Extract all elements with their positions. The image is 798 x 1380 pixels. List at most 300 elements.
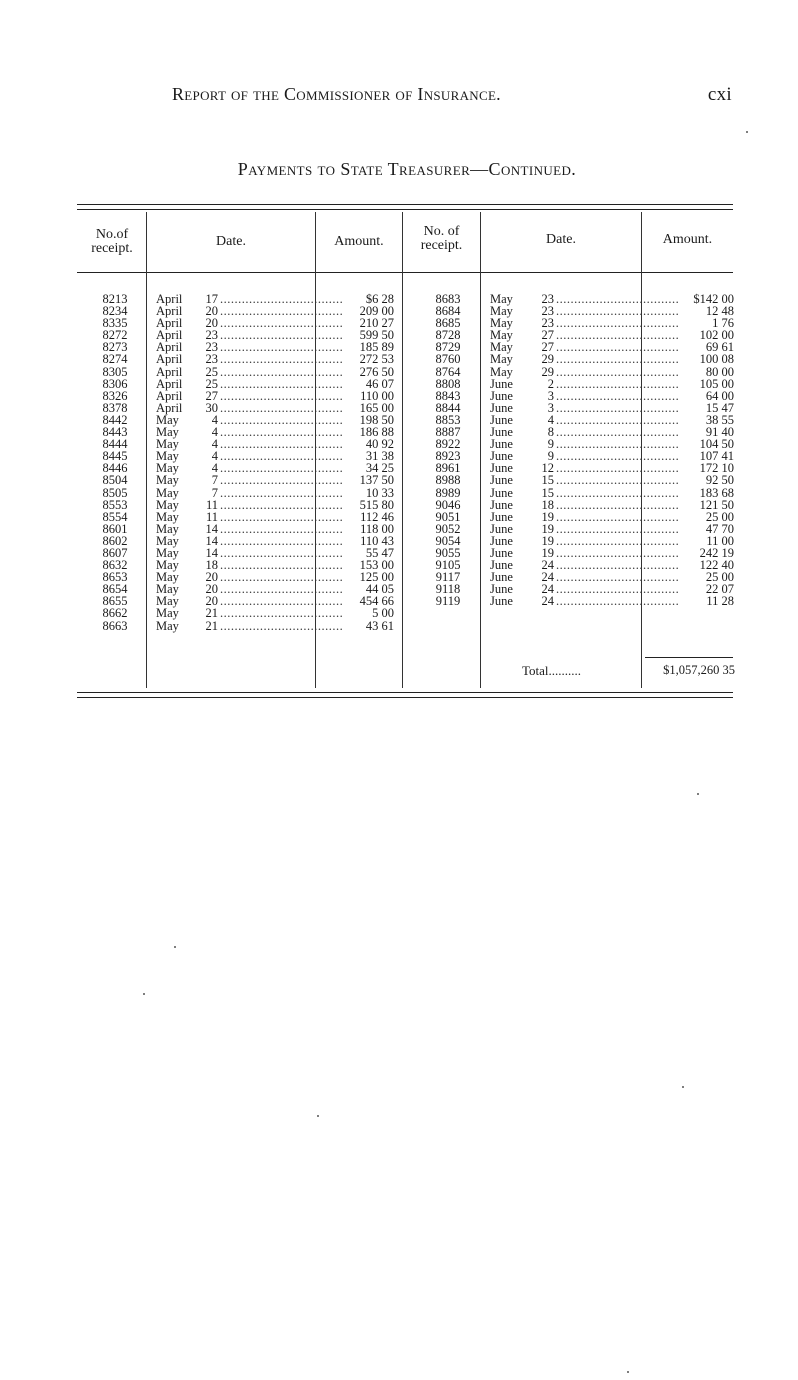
amount-cell: 38 55 <box>705 412 734 427</box>
date-month: June <box>490 497 513 512</box>
amount-cell: 153 00 <box>359 558 394 573</box>
amount-cell: 40 92 <box>365 437 394 452</box>
date-day: 21 <box>205 618 218 633</box>
receipt-number: 8305 <box>102 364 128 379</box>
leader-dots: .................................. <box>556 558 680 573</box>
date-month: April <box>156 376 183 391</box>
date-month: June <box>490 485 513 500</box>
amount-cell: 107 41 <box>699 449 734 464</box>
date-day: 4 <box>211 412 218 427</box>
amount-cell: 110 43 <box>360 533 394 548</box>
leader-dots: .................................. <box>220 521 344 536</box>
date-month: May <box>490 352 513 367</box>
date-month: May <box>156 461 179 476</box>
amount-cell: 5 00 <box>372 606 394 621</box>
table-bottom-rule <box>77 692 733 693</box>
amount-cell: 209 00 <box>359 304 394 319</box>
leader-dots: .................................. <box>220 606 344 621</box>
amount-cell: 102 00 <box>699 328 734 343</box>
leader-dots: .................................. <box>556 509 680 524</box>
header-receipt-line2: receipt. <box>91 241 133 256</box>
leader-dots: .................................. <box>556 545 680 560</box>
leader-dots: .................................. <box>220 509 344 524</box>
amount-cell: 122 40 <box>699 558 734 573</box>
leader-dots: .................................. <box>556 570 680 585</box>
date-day: 24 <box>541 582 554 597</box>
date-day: 20 <box>205 316 218 331</box>
date-day: 27 <box>541 328 554 343</box>
leader-dots: .................................. <box>220 618 344 633</box>
amount-cell: 47 70 <box>705 521 734 536</box>
receipt-number: 8988 <box>435 473 461 488</box>
header-bottom-rule <box>77 272 733 273</box>
date-day: 20 <box>205 570 218 585</box>
date-day: 7 <box>211 485 218 500</box>
amount-cell: 105 00 <box>699 376 734 391</box>
leader-dots: .................................. <box>556 497 680 512</box>
amount-cell: 91 40 <box>705 425 734 440</box>
date-month: June <box>490 582 513 597</box>
date-month: May <box>156 618 179 633</box>
date-month: May <box>156 425 179 440</box>
date-cell <box>156 606 344 621</box>
receipt-number: 8213 <box>102 292 128 306</box>
date-cell <box>490 509 680 524</box>
scan-speck <box>143 993 145 995</box>
table-title: Payments to State Treasurer—Continued. <box>237 159 577 179</box>
receipt-number: 8504 <box>102 473 128 488</box>
date-day: 7 <box>211 473 218 488</box>
leader-dots: .................................. <box>556 352 680 367</box>
date-day: 4 <box>211 437 218 452</box>
date-month: June <box>490 545 513 560</box>
date-month: June <box>490 594 513 609</box>
scan-speck <box>174 946 176 948</box>
leader-dots: .................................. <box>220 485 344 500</box>
amount-cell: 210 27 <box>359 316 394 331</box>
leader-dots: .................................. <box>220 497 344 512</box>
amount-cell: 272 53 <box>359 352 394 367</box>
date-day: 23 <box>205 328 218 343</box>
total-amount: $1,057,260 35 <box>663 663 735 677</box>
receipt-number: 8760 <box>435 352 461 367</box>
receipt-number: 8602 <box>102 533 128 548</box>
leader-dots: .................................. <box>556 412 680 427</box>
receipt-number: 8443 <box>102 425 128 440</box>
amount-cell: 172 10 <box>699 461 734 476</box>
table-bottom-rule-inner <box>77 697 733 698</box>
left-date-column <box>156 292 344 633</box>
leader-dots: .................................. <box>556 292 680 306</box>
receipt-number: 8923 <box>435 449 461 464</box>
date-day: 27 <box>205 388 218 403</box>
date-day: 9 <box>547 449 554 464</box>
receipt-number: 8808 <box>435 376 461 391</box>
header-date-right: Date. <box>546 232 576 247</box>
receipt-number: 8684 <box>435 304 461 319</box>
amount-cell: 1 76 <box>712 316 734 331</box>
table-top-rule <box>77 204 733 205</box>
amount-cell: $6 28 <box>365 292 394 306</box>
date-month: June <box>490 412 513 427</box>
receipt-number: 8442 <box>102 412 128 427</box>
date-month: June <box>490 461 513 476</box>
date-day: 9 <box>547 437 554 452</box>
amount-cell: 69 61 <box>705 340 734 355</box>
leader-dots: .................................. <box>220 437 344 452</box>
date-month: May <box>156 449 179 464</box>
leader-dots: .................................. <box>220 292 344 306</box>
date-month: June <box>490 376 513 391</box>
date-day: 4 <box>211 425 218 440</box>
leader-dots: .................................. <box>220 449 344 464</box>
receipt-number: 8961 <box>435 461 461 476</box>
amount-cell: 118 00 <box>360 521 394 536</box>
leader-dots: .................................. <box>556 473 680 488</box>
date-month: May <box>156 582 179 597</box>
date-day: 15 <box>541 473 554 488</box>
date-day: 4 <box>211 449 218 464</box>
leader-dots: .................................. <box>220 425 344 440</box>
date-day: 30 <box>205 400 218 415</box>
date-month: April <box>156 316 183 331</box>
leader-dots: .................................. <box>220 388 344 403</box>
leader-dots: .................................. <box>220 582 344 597</box>
date-day: 20 <box>205 582 218 597</box>
leader-dots: .................................. <box>220 473 344 488</box>
table-top-rule-inner <box>77 209 733 210</box>
receipt-number: 8922 <box>435 437 461 452</box>
receipt-number: 8843 <box>435 388 461 403</box>
date-month: May <box>156 606 179 621</box>
scan-speck <box>697 793 699 795</box>
receipt-number: 9117 <box>435 570 461 585</box>
column-divider <box>402 212 403 688</box>
column-divider <box>480 212 481 688</box>
date-month: June <box>490 558 513 573</box>
scan-speck <box>627 1371 629 1373</box>
leader-dots: .................................. <box>220 545 344 560</box>
date-month: April <box>156 292 183 306</box>
date-month: May <box>156 533 179 548</box>
receipt-number: 8632 <box>102 558 128 573</box>
amount-cell: $142 00 <box>693 292 734 306</box>
leader-dots: .................................. <box>220 533 344 548</box>
receipt-number: 8378 <box>102 400 128 415</box>
leader-dots: .................................. <box>556 388 680 403</box>
receipt-number: 8764 <box>435 364 461 379</box>
date-month: May <box>490 316 513 331</box>
receipt-number: 8601 <box>102 521 128 536</box>
leader-dots: .................................. <box>556 400 680 415</box>
leader-dots: .................................. <box>556 316 680 331</box>
leader-dots: .................................. <box>220 340 344 355</box>
receipt-number: 8444 <box>102 437 128 452</box>
receipt-number: 8663 <box>102 618 128 633</box>
amount-cell: 34 25 <box>365 461 394 476</box>
receipt-number: 8887 <box>435 425 461 440</box>
receipt-number: 8505 <box>102 485 128 500</box>
date-day: 17 <box>205 292 218 306</box>
leader-dots: .................................. <box>556 521 680 536</box>
leader-dots: .................................. <box>220 594 344 609</box>
receipt-number: 8273 <box>102 340 128 355</box>
date-month: May <box>156 570 179 585</box>
receipt-number: 8446 <box>102 461 128 476</box>
amount-cell: 125 00 <box>359 570 394 585</box>
left-receipt-column <box>98 293 132 632</box>
receipt-number: 8234 <box>102 304 128 319</box>
leader-dots: .................................. <box>556 376 680 391</box>
right-amount-column <box>646 293 734 607</box>
amount-cell: 92 50 <box>705 473 734 488</box>
date-day: 14 <box>205 545 218 560</box>
amount-cell: 198 50 <box>359 412 394 427</box>
running-head-title: Report of the Commissioner of Insurance. <box>172 84 501 104</box>
total-label-text: Total <box>522 663 549 678</box>
date-month: June <box>490 437 513 452</box>
date-day: 23 <box>541 304 554 319</box>
date-day: 23 <box>541 316 554 331</box>
amount-cell: 80 00 <box>705 364 734 379</box>
amount-cell: 22 07 <box>705 582 734 597</box>
amount-cell: 55 47 <box>365 545 394 560</box>
date-month: June <box>490 473 513 488</box>
date-cell <box>490 376 680 391</box>
receipt-number: 8326 <box>102 388 128 403</box>
column-divider <box>146 212 147 688</box>
receipt-number: 9054 <box>435 533 461 548</box>
date-cell <box>490 473 680 488</box>
date-month: April <box>156 340 183 355</box>
amount-cell: 112 46 <box>360 509 394 524</box>
receipt-number: 9119 <box>435 594 461 609</box>
date-month: May <box>156 485 179 500</box>
receipt-number: 8653 <box>102 570 128 585</box>
receipt-number: 8554 <box>102 509 128 524</box>
leader-dots: .................................. <box>220 364 344 379</box>
header-receipt-line2: receipt. <box>420 238 463 253</box>
leader-dots: .................................. <box>556 594 680 609</box>
date-month: May <box>156 509 179 524</box>
date-month: May <box>156 521 179 536</box>
date-month: May <box>156 412 179 427</box>
date-day: 15 <box>541 485 554 500</box>
amount-cell: 10 33 <box>365 485 394 500</box>
date-day: 24 <box>541 570 554 585</box>
leader-dots: .................................. <box>556 582 680 597</box>
date-day: 14 <box>205 533 218 548</box>
amount-cell: 186 88 <box>359 425 394 440</box>
leader-dots: .................................. <box>220 570 344 585</box>
date-day: 24 <box>541 594 554 609</box>
amount-cell: 46 07 <box>365 376 394 391</box>
header-receipt-line1: No.of <box>95 227 129 242</box>
date-day: 4 <box>547 412 554 427</box>
scan-speck <box>317 1115 319 1117</box>
date-day: 24 <box>541 558 554 573</box>
amount-cell: 100 08 <box>699 352 734 367</box>
leader-dots: .................................. <box>220 352 344 367</box>
amount-cell: 110 00 <box>360 388 394 403</box>
date-day: 20 <box>205 304 218 319</box>
date-month: April <box>156 304 183 319</box>
date-month: May <box>156 594 179 609</box>
date-day: 14 <box>205 521 218 536</box>
date-cell <box>156 473 344 488</box>
leader-dots: .................................. <box>220 376 344 391</box>
date-day: 25 <box>205 364 218 379</box>
leader-dots: .................................. <box>556 449 680 464</box>
amount-cell: 121 50 <box>699 497 734 512</box>
right-date-column <box>490 292 680 609</box>
header-receipt-line1: No. of <box>423 224 460 239</box>
date-day: 25 <box>205 376 218 391</box>
date-day: 23 <box>205 340 218 355</box>
date-day: 23 <box>541 292 554 306</box>
header-amount-right: Amount. <box>662 232 713 247</box>
amount-cell: 43 61 <box>365 618 394 633</box>
left-amount-column <box>320 293 394 632</box>
date-month: April <box>156 352 183 367</box>
leader-dots: .................................. <box>556 485 680 500</box>
receipt-number: 9052 <box>435 521 461 536</box>
date-day: 19 <box>541 521 554 536</box>
receipt-number: 8335 <box>102 316 128 331</box>
receipt-number: 9118 <box>435 582 461 597</box>
receipt-number: 8844 <box>435 400 461 415</box>
date-day: 19 <box>541 509 554 524</box>
date-cell <box>156 364 344 379</box>
date-month: May <box>156 558 179 573</box>
receipt-number: 8655 <box>102 594 128 609</box>
leader-dots: .................................. <box>556 533 680 548</box>
total-label <box>522 663 581 679</box>
date-day: 29 <box>541 352 554 367</box>
scan-speck <box>682 1086 684 1088</box>
amount-cell: 183 68 <box>699 485 734 500</box>
date-day: 3 <box>547 388 554 403</box>
receipt-number: 8654 <box>102 582 128 597</box>
amount-cell: 454 66 <box>359 594 394 609</box>
date-cell <box>156 509 344 524</box>
amount-cell: 15 47 <box>705 400 734 415</box>
date-day: 20 <box>205 594 218 609</box>
date-day: 4 <box>211 461 218 476</box>
receipt-number: 8683 <box>435 292 461 306</box>
amount-cell: 599 50 <box>359 328 394 343</box>
date-day: 27 <box>541 340 554 355</box>
receipt-number: 8274 <box>102 352 128 367</box>
date-month: May <box>490 364 513 379</box>
amount-cell: 12 48 <box>705 304 734 319</box>
amount-cell: 137 50 <box>359 473 394 488</box>
date-month: June <box>490 388 513 403</box>
amount-cell: 31 38 <box>365 449 394 464</box>
receipt-number: 8685 <box>435 316 461 331</box>
amount-cell: 44 05 <box>365 582 394 597</box>
receipt-number: 8728 <box>435 328 461 343</box>
date-day: 2 <box>547 376 554 391</box>
date-cell <box>490 497 680 512</box>
date-month: June <box>490 400 513 415</box>
date-month: June <box>490 570 513 585</box>
date-month: June <box>490 521 513 536</box>
date-month: May <box>156 473 179 488</box>
date-month: April <box>156 388 183 403</box>
leader-dots: .................................. <box>556 340 680 355</box>
header-amount-left: Amount. <box>334 234 384 249</box>
leader-dots: .................................. <box>220 400 344 415</box>
amount-cell: 64 00 <box>705 388 734 403</box>
date-cell <box>490 594 680 609</box>
date-day: 12 <box>541 461 554 476</box>
date-cell <box>156 485 344 500</box>
leader-dots: .................................. <box>220 328 344 343</box>
date-month: June <box>490 509 513 524</box>
date-cell <box>156 618 344 633</box>
date-day: 23 <box>205 352 218 367</box>
date-day: 11 <box>205 497 218 512</box>
amount-cell: 276 50 <box>359 364 394 379</box>
scan-speck <box>746 131 748 133</box>
header-receipt-right <box>403 225 480 253</box>
date-month: May <box>490 328 513 343</box>
leader-dots: .................................. <box>556 461 680 476</box>
receipt-number: 8553 <box>102 497 128 512</box>
date-day: 18 <box>205 558 218 573</box>
date-month: April <box>156 328 183 343</box>
leader-dots: .................................. <box>220 558 344 573</box>
date-month: June <box>490 449 513 464</box>
amount-cell: 515 80 <box>359 497 394 512</box>
leader-dots: .................................. <box>556 328 680 343</box>
date-day: 11 <box>205 509 218 524</box>
receipt-number: 9105 <box>435 558 461 573</box>
amount-cell: 185 89 <box>359 340 394 355</box>
date-day: 19 <box>541 533 554 548</box>
date-month: May <box>156 497 179 512</box>
date-cell <box>490 352 680 367</box>
amount-cell: 25 00 <box>705 570 734 585</box>
date-month: May <box>490 340 513 355</box>
receipt-number: 9046 <box>435 497 461 512</box>
date-month: May <box>490 292 513 306</box>
date-cell <box>490 364 680 379</box>
leader-dots: .................................. <box>220 316 344 331</box>
date-day: 8 <box>547 425 554 440</box>
leader-dots: .................................. <box>556 364 680 379</box>
date-month: June <box>490 533 513 548</box>
date-cell <box>156 352 344 367</box>
leader-dots: .................................. <box>556 304 680 319</box>
date-day: 19 <box>541 545 554 560</box>
receipt-number: 8607 <box>102 545 128 560</box>
date-cell <box>490 485 680 500</box>
leader-dots: .................................. <box>220 304 344 319</box>
leader-dots: .................................. <box>220 412 344 427</box>
amount-cell: 25 00 <box>705 509 734 524</box>
receipt-number: 8989 <box>435 485 461 500</box>
receipt-number: 8445 <box>102 449 128 464</box>
receipt-number: 8272 <box>102 328 128 343</box>
receipt-number: 8853 <box>435 412 461 427</box>
amount-cell: 104 50 <box>699 437 734 452</box>
leader-dots: .................................. <box>220 461 344 476</box>
date-month: May <box>156 437 179 452</box>
amount-cell: 165 00 <box>359 400 394 415</box>
header-receipt-left <box>78 228 146 256</box>
